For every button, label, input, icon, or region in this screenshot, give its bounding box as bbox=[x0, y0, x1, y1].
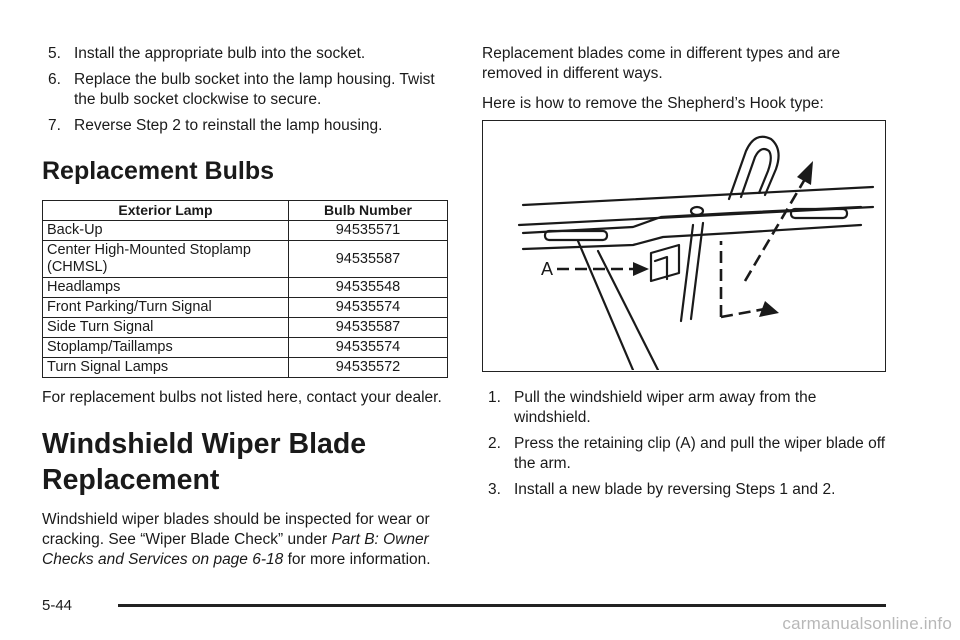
watermark: carmanualsonline.info bbox=[782, 614, 952, 633]
list-item: 6. Replace the bulb socket into the lamp housing. Twist the bulb socket clockwise to secure. bbox=[48, 71, 435, 108]
list-item: 1. Pull the windshield wiper arm away from the windshield. bbox=[488, 389, 817, 426]
cross-reference-link[interactable]: Part B: Owner Checks and Services on page 6-18 bbox=[42, 531, 429, 568]
table-row: Stoplamp/Taillamps 94535574 bbox=[43, 338, 448, 358]
list-item: 3. Install a new blade by reversing Steps 1 and 2. bbox=[488, 481, 836, 498]
steps-list bbox=[482, 388, 888, 500]
table-row: Side Turn Signal 94535587 bbox=[43, 318, 448, 338]
list-item: 5. Install the appropriate bulb into the socket. bbox=[48, 45, 366, 62]
bulbs-note: For replacement bulbs not listed here, contact your dealer. bbox=[42, 389, 442, 406]
wiper-diagram-svg bbox=[483, 121, 884, 370]
bulbs-table bbox=[42, 200, 448, 378]
wiper-blade-illustration bbox=[482, 120, 886, 372]
table-row: Back-Up 94535571 bbox=[43, 221, 448, 241]
arrow-right-icon bbox=[633, 262, 649, 276]
column-header-bulb: Bulb Number bbox=[289, 201, 448, 221]
blades-intro: Replacement blades come in different types and are removed in different ways. bbox=[482, 45, 841, 82]
wiper-intro: Windshield wiper blades should be inspected for wear or cracking. See “Wiper Blade Check” under Part B: Owner Checks and Services on page 6-18 for more information. bbox=[42, 511, 431, 568]
howto-text: Here is how to remove the Shepherd’s Hook type: bbox=[482, 95, 824, 112]
table-row: Front Parking/Turn Signal 94535574 bbox=[43, 298, 448, 318]
arrow-up-icon bbox=[797, 161, 813, 185]
right-steps bbox=[482, 388, 888, 506]
left-column bbox=[42, 44, 448, 570]
column-header-lamp: Exterior Lamp bbox=[43, 201, 289, 221]
callout-label-a: A bbox=[541, 259, 554, 279]
list-item: 2. Press the retaining clip (A) and pull the wiper blade off the arm. bbox=[488, 435, 886, 472]
wiper-heading: Windshield Wiper Blade Replacement bbox=[42, 428, 367, 496]
footer-divider bbox=[118, 604, 886, 607]
list-item: 7. Reverse Step 2 to reinstall the lamp housing. bbox=[48, 117, 383, 134]
replacement-bulbs-heading: Replacement Bulbs bbox=[42, 157, 275, 185]
table-header-row bbox=[43, 201, 448, 221]
right-column bbox=[482, 44, 888, 114]
steps-top-list bbox=[42, 44, 448, 136]
table-row: Headlamps 94535548 bbox=[43, 278, 448, 298]
table-row: Turn Signal Lamps 94535572 bbox=[43, 358, 448, 378]
table-row: Center High-Mounted Stoplamp (CHMSL) 94535587 bbox=[43, 241, 448, 278]
page-number: 5-44 bbox=[42, 597, 73, 614]
